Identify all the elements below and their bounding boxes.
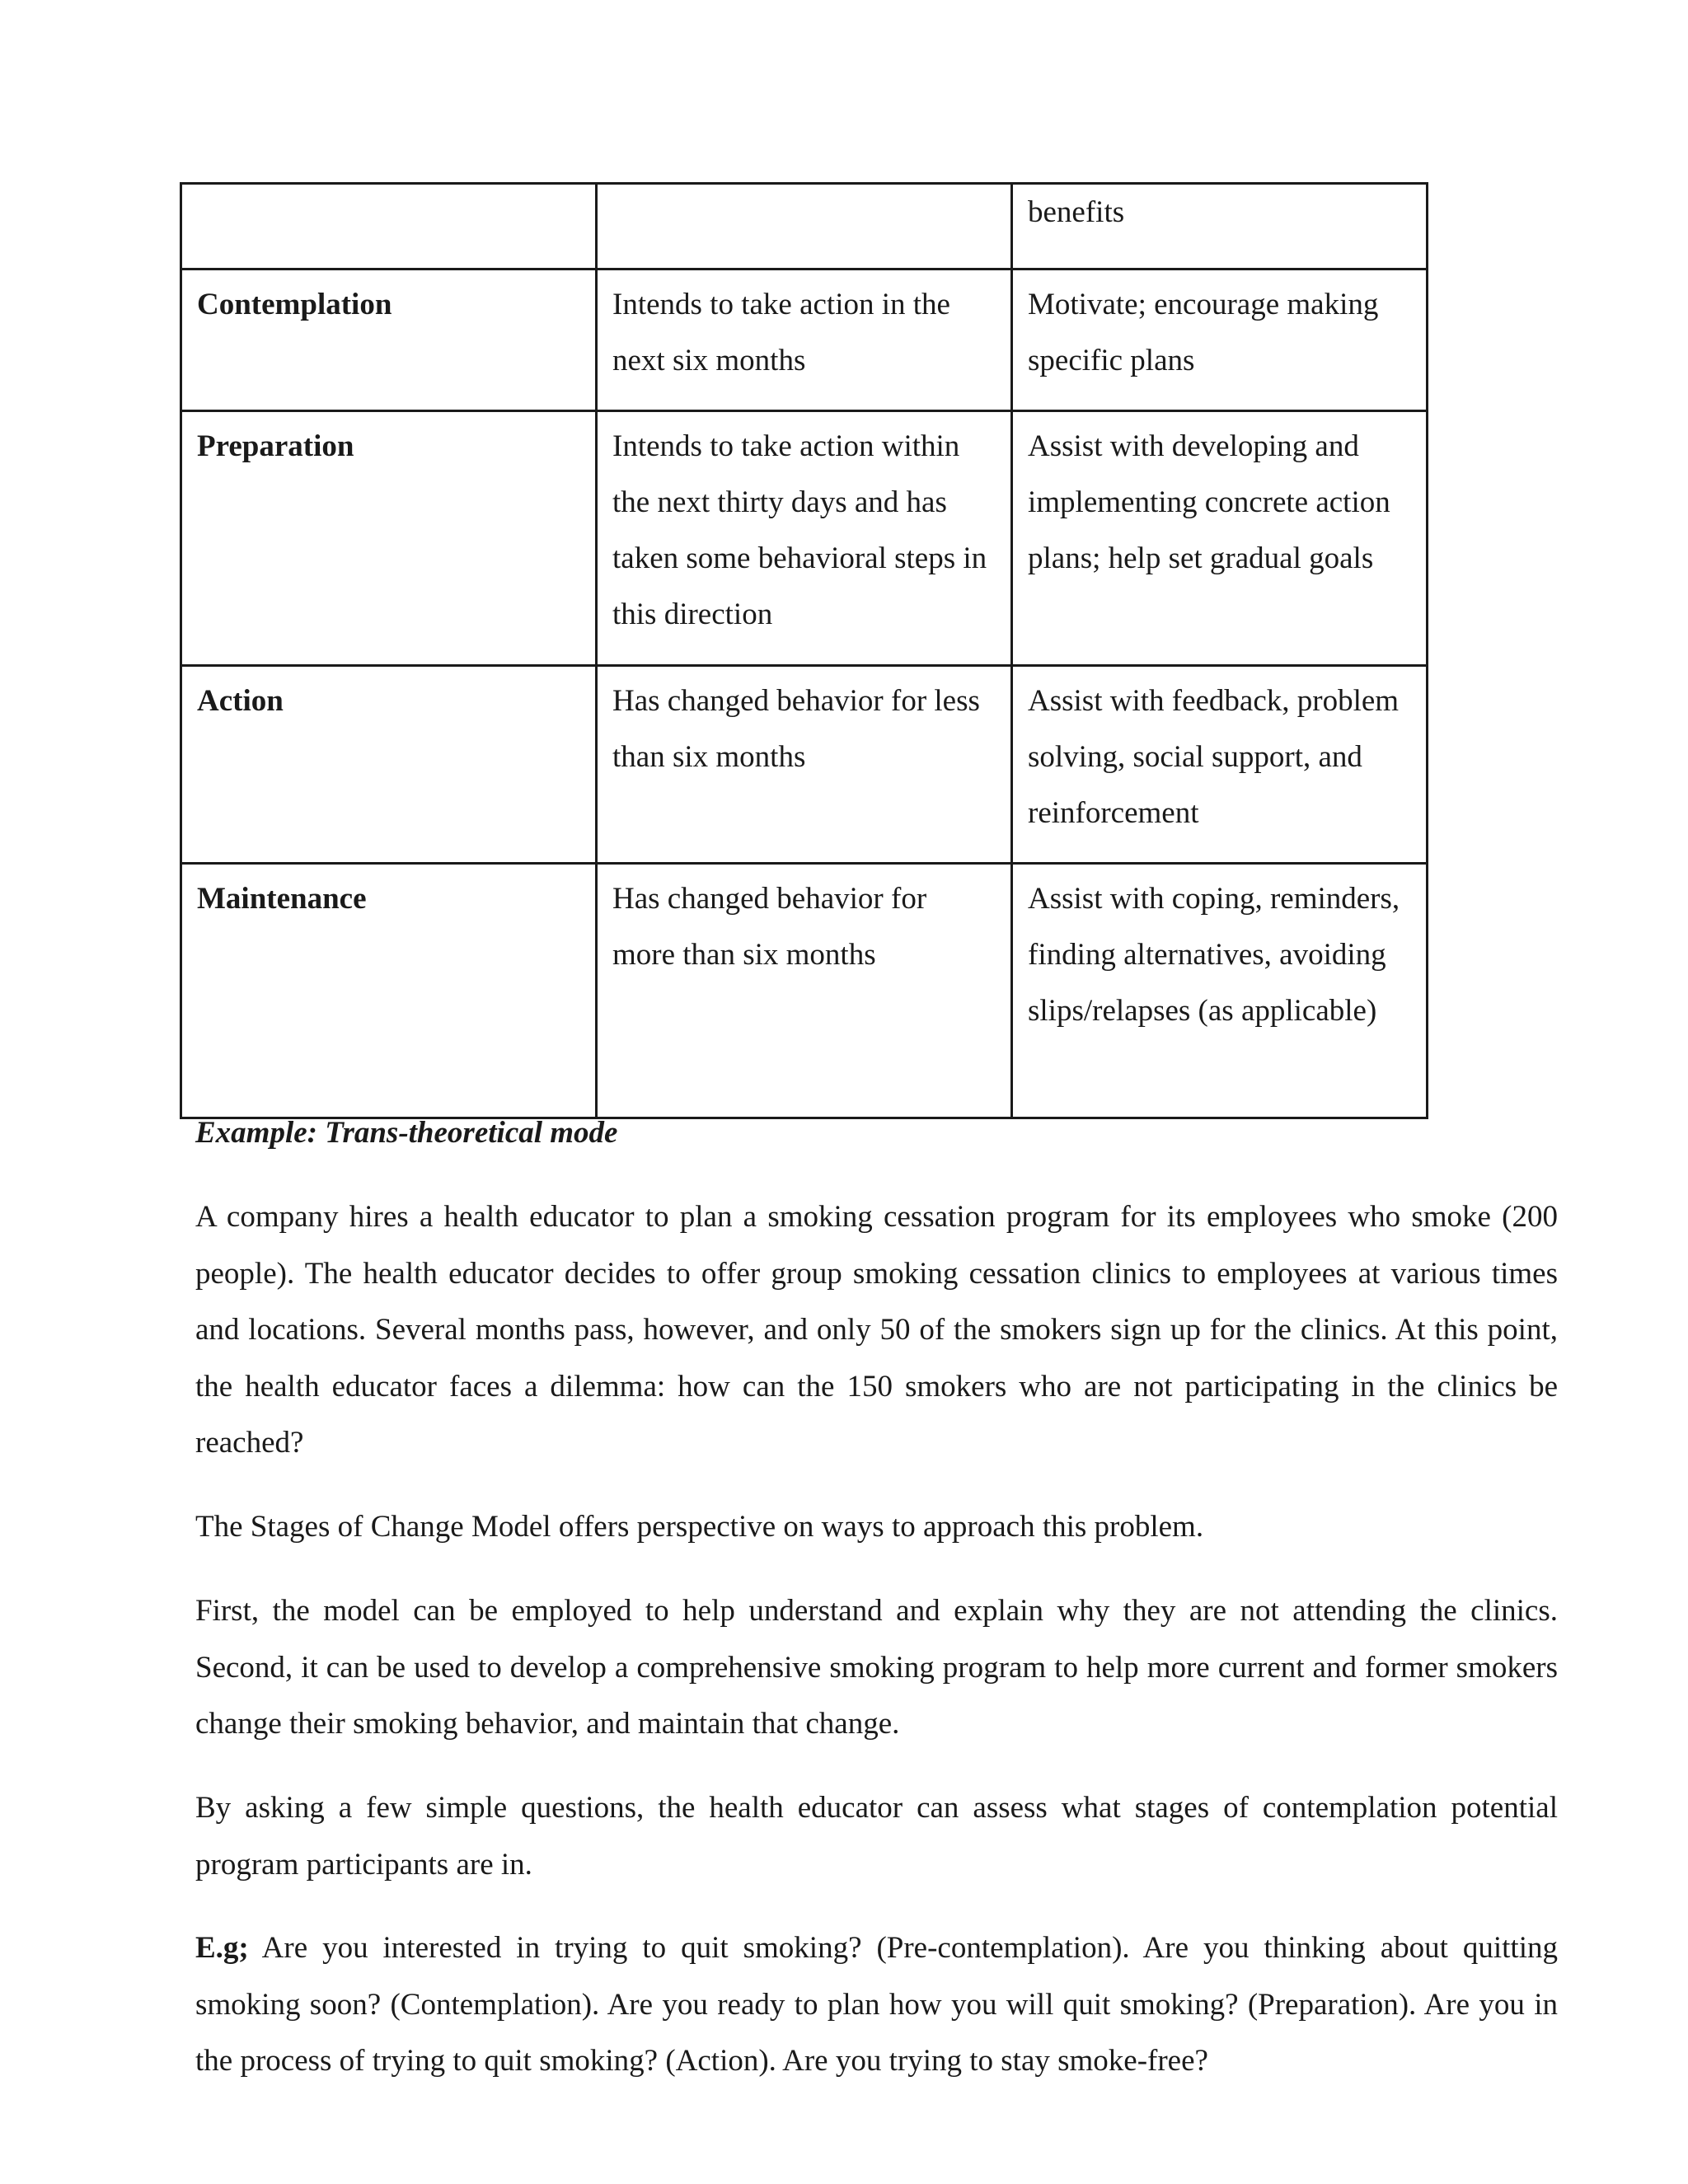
stage-cell: Maintenance [181,864,597,1118]
characteristics-cell: Has changed behavior for less than six months [597,666,1012,864]
stage-cell: Action [181,666,597,864]
body-paragraph-scenario: A company hires a health educator to plan a smoking cessation program for its employees who smoke (200 people). The health educator decides to offer group smoking cessation clinics to employees at various times and locations. Several months pass, however, and only 50 of the smokers sign up for the clinics. At this point, the health educator faces a dilemma: how can the 150 smokers who are not participating in the clinics be reached? [195,1200,1558,1460]
body-paragraph-model-uses: First, the model can be employed to help understand and explain why they are not attending the clinics. Second, it can be used to develop a comprehensive smoking program to help more current and former smokers change their smoking behavior, and maintain that change. [195,1594,1558,1741]
strategies-cell: Assist with coping, reminders, finding alternatives, avoiding slips/relapses (as applicable) [1012,864,1428,1118]
body-paragraph-assessment: By asking a few simple questions, the health educator can assess what stages of contemplation potential program participants are in. [195,1791,1558,1882]
characteristics-cell: Intends to take action in the next six months [597,269,1012,411]
body-paragraph-example-questions [195,1920,1558,2090]
stage-cell: Preparation [181,411,597,666]
strategies-cell: Assist with developing and implementing concrete action plans; help set gradual goals [1012,411,1428,666]
table-row [181,269,1428,411]
example-questions-text: Are you interested in trying to quit smoking? (Pre-contemplation). Are you thinking about quitting smoking soon? (Contemplation). Are you ready to plan how you will quit smoking? (Preparation). Are you in the process of trying to quit smoking? (Action). Are you trying to stay smoke-free? [195,1931,1558,2078]
example-label: E.g; [195,1931,249,1965]
body-paragraph-model-intro: The Stages of Change Model offers perspective on ways to approach this problem. [195,1510,1204,1544]
strategies-cell: Assist with feedback, problem solving, social support, and reinforcement [1012,666,1428,864]
characteristics-cell: Intends to take action within the next thirty days and has taken some behavioral steps in this direction [597,411,1012,666]
stages-of-change-table [180,182,1428,1119]
table-row [181,666,1428,864]
strategies-cell: Motivate; encourage making specific plans [1012,269,1428,411]
stage-cell: Contemplation [181,269,597,411]
strategies-cell: benefits [1012,184,1428,269]
stage-cell [181,184,597,269]
table-row [181,864,1428,1118]
table-row [181,411,1428,666]
table-row [181,184,1428,269]
characteristics-cell [597,184,1012,269]
example-caption: Example: Trans-theoretical mode [195,1116,618,1150]
characteristics-cell: Has changed behavior for more than six months [597,864,1012,1118]
